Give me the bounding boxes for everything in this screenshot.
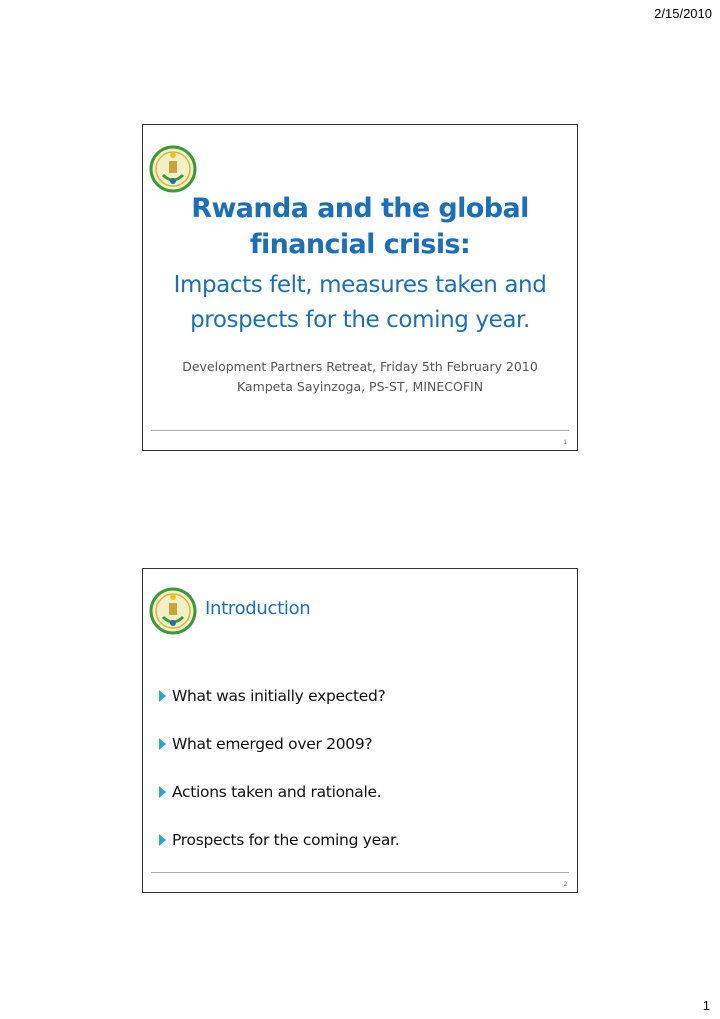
bullet-item bbox=[159, 768, 399, 816]
author-line: Kampeta Sayinzoga, PS-ST, MINECOFIN bbox=[236, 379, 484, 394]
slide-number: 2 bbox=[563, 882, 567, 888]
page-date: 2/15/2010 bbox=[654, 6, 712, 21]
bullet-list bbox=[159, 672, 399, 864]
slide-1 bbox=[142, 124, 578, 451]
slide-title: Rwanda and the global financial crisis: bbox=[191, 193, 529, 260]
triangle-bullet-icon bbox=[159, 690, 166, 702]
page-number: 1 bbox=[702, 998, 710, 1013]
bullet-item bbox=[159, 816, 399, 864]
bullet-text: Prospects for the coming year. bbox=[172, 831, 400, 849]
triangle-bullet-icon bbox=[159, 738, 166, 750]
slide-subtitle: Impacts felt, measures taken and prospects for the coming year. bbox=[173, 272, 547, 333]
slide-2 bbox=[142, 568, 578, 893]
bullet-item bbox=[159, 672, 399, 720]
rwanda-coat-of-arms-icon bbox=[149, 145, 197, 193]
bullet-item bbox=[159, 720, 399, 768]
bullet-text: What emerged over 2009? bbox=[172, 735, 373, 753]
triangle-bullet-icon bbox=[159, 834, 166, 846]
footer-divider bbox=[151, 872, 569, 873]
bullet-text: Actions taken and rationale. bbox=[172, 783, 382, 801]
slide-title: Introduction bbox=[205, 598, 311, 619]
triangle-bullet-icon bbox=[159, 786, 166, 798]
bullet-text: What was initially expected? bbox=[172, 687, 386, 705]
event-line: Development Partners Retreat, Friday 5th February 2010 bbox=[182, 359, 538, 374]
rwanda-coat-of-arms-icon bbox=[149, 587, 197, 635]
slide-number: 1 bbox=[563, 440, 567, 446]
footer-divider bbox=[151, 430, 569, 431]
